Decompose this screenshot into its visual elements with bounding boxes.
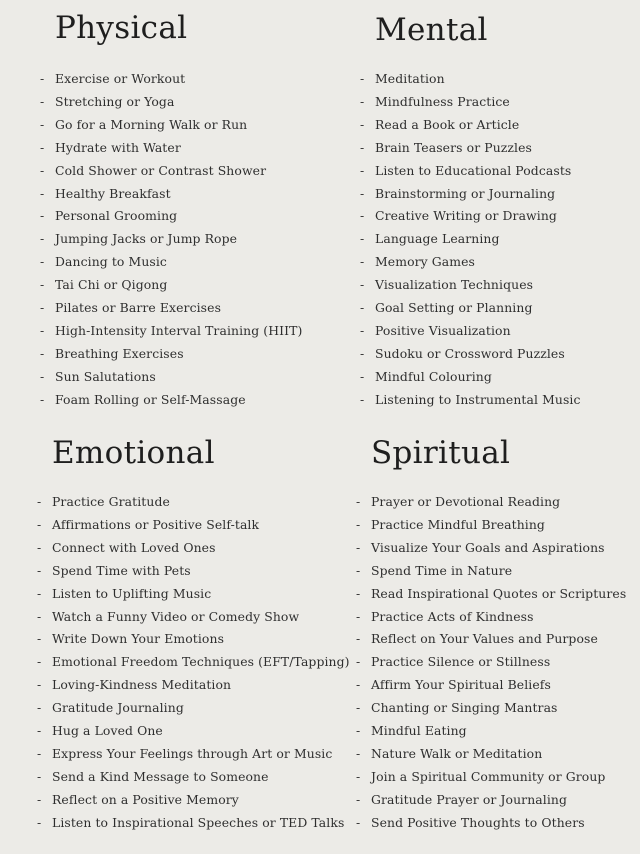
list-item-text: Send a Kind Message to Someone	[52, 768, 269, 784]
list-item	[37, 697, 350, 720]
dash-bullet-icon: -	[360, 231, 365, 247]
list-item-text: Affirmations or Positive Self-talk	[52, 516, 260, 532]
dash-bullet-icon: -	[40, 254, 45, 270]
dash-bullet-icon: -	[356, 677, 361, 693]
dash-bullet-icon: -	[40, 277, 45, 293]
list-item-text: Creative Writing or Drawing	[375, 208, 557, 224]
list-item	[37, 560, 350, 583]
list-item	[356, 789, 626, 812]
list-item-text: Visualize Your Goals and Aspirations	[371, 539, 605, 555]
list-item	[360, 183, 581, 206]
list-item	[360, 366, 581, 389]
dash-bullet-icon: -	[37, 745, 42, 761]
list-item	[356, 560, 626, 583]
dash-bullet-icon: -	[356, 608, 361, 624]
list-item-text: Go for a Morning Walk or Run	[55, 116, 248, 132]
list-item-text: Mindful Eating	[371, 723, 467, 739]
list-item	[37, 674, 350, 697]
physical-list	[40, 68, 303, 412]
list-item-text: High-Intensity Interval Training (HIIT)	[55, 322, 303, 338]
dash-bullet-icon: -	[360, 254, 365, 270]
list-item-text: Personal Grooming	[55, 208, 178, 224]
dash-bullet-icon: -	[360, 322, 365, 338]
list-item	[360, 228, 581, 251]
list-item	[356, 674, 626, 697]
dash-bullet-icon: -	[360, 71, 365, 86]
list-item	[37, 812, 350, 835]
list-item-text: Loving-Kindness Meditation	[52, 677, 232, 693]
list-item	[356, 743, 626, 766]
list-item	[360, 343, 581, 366]
list-item	[356, 651, 626, 674]
list-item-text: Healthy Breakfast	[55, 185, 171, 201]
list-item	[37, 606, 350, 629]
list-item	[37, 514, 350, 537]
list-item-text: Reflect on a Positive Memory	[52, 791, 239, 807]
list-item-text: Cold Shower or Contrast Shower	[55, 162, 267, 178]
list-item-text: Language Learning	[375, 231, 500, 247]
list-item-text: Emotional Freedom Techniques (EFT/Tapping)	[52, 654, 350, 670]
list-item	[37, 583, 350, 606]
list-item	[356, 628, 626, 651]
list-item	[360, 160, 581, 183]
dash-bullet-icon: -	[40, 345, 45, 361]
list-item	[356, 583, 627, 606]
list-item-text: Positive Visualization	[375, 322, 511, 338]
list-item-text: Mindfulness Practice	[375, 93, 510, 109]
dash-bullet-icon: -	[40, 116, 45, 132]
list-item	[37, 651, 350, 674]
list-item-text: Reflect on Your Values and Purpose	[371, 631, 598, 647]
list-item	[40, 205, 302, 228]
list-item-text: Listen to Inspirational Speeches or TED Talks	[52, 814, 345, 830]
list-item	[40, 91, 302, 114]
list-item-text: Watch a Funny Video or Comedy Show	[52, 608, 300, 624]
dash-bullet-icon: -	[356, 723, 361, 739]
dash-bullet-icon: -	[356, 585, 361, 601]
list-item-text: Practice Mindful Breathing	[371, 516, 545, 532]
dash-bullet-icon: -	[40, 185, 45, 201]
dash-bullet-icon: -	[356, 516, 361, 532]
dash-bullet-icon: -	[356, 745, 361, 761]
dash-bullet-icon: -	[37, 494, 42, 509]
dash-bullet-icon: -	[356, 562, 361, 578]
emotional-list	[37, 491, 350, 835]
list-item-text: Chanting or Singing Mantras	[371, 700, 558, 716]
mental-list	[360, 68, 581, 412]
dash-bullet-icon: -	[356, 631, 361, 647]
list-item-text: Write Down Your Emotions	[52, 631, 225, 647]
list-item-text: Affirm Your Spiritual Beliefs	[371, 677, 551, 693]
dash-bullet-icon: -	[40, 162, 45, 178]
dash-bullet-icon: -	[40, 71, 45, 86]
dash-bullet-icon: -	[40, 368, 45, 384]
dash-bullet-icon: -	[40, 93, 45, 109]
list-item-text: Listen to Educational Podcasts	[375, 162, 572, 178]
list-item	[356, 514, 626, 537]
list-item	[356, 697, 626, 720]
list-item-text: Brain Teasers or Puzzles	[375, 139, 532, 155]
list-item	[37, 491, 350, 514]
dash-bullet-icon: -	[360, 208, 365, 224]
list-item	[40, 183, 302, 206]
list-item	[40, 320, 303, 343]
list-item-text: Visualization Techniques	[375, 277, 534, 293]
dash-bullet-icon: -	[356, 654, 361, 670]
list-item-text: Foam Rolling or Self-Massage	[55, 391, 246, 407]
list-item	[40, 228, 302, 251]
list-item	[40, 160, 302, 183]
list-item	[360, 205, 581, 228]
dash-bullet-icon: -	[37, 585, 42, 601]
list-item	[356, 606, 626, 629]
list-item	[40, 251, 302, 274]
list-item	[356, 537, 626, 560]
dash-bullet-icon: -	[37, 539, 42, 555]
list-item-text: Pilates or Barre Exercises	[55, 300, 222, 316]
dash-bullet-icon: -	[40, 391, 45, 407]
list-item-text: Read Inspirational Quotes or Scriptures	[371, 585, 627, 601]
dash-bullet-icon: -	[37, 768, 42, 784]
list-item-text: Nature Walk or Meditation	[371, 745, 543, 761]
dash-bullet-icon: -	[40, 231, 45, 247]
list-item-text: Sudoku or Crossword Puzzles	[375, 345, 565, 361]
list-item-text: Practice Silence or Stillness	[371, 654, 551, 670]
list-item-text: Sun Salutations	[55, 368, 156, 384]
dash-bullet-icon: -	[40, 208, 45, 224]
list-item-text: Hug a Loved One	[52, 723, 163, 739]
list-item	[360, 389, 581, 412]
list-item-text: Practice Acts of Kindness	[371, 608, 534, 624]
list-item	[37, 628, 350, 651]
list-item	[40, 114, 302, 137]
dash-bullet-icon: -	[37, 608, 42, 624]
list-item	[356, 720, 626, 743]
dash-bullet-icon: -	[37, 516, 42, 532]
dash-bullet-icon: -	[40, 322, 45, 338]
list-item	[360, 68, 581, 91]
list-item-text: Practice Gratitude	[52, 494, 170, 509]
list-item-text: Goal Setting or Planning	[375, 300, 533, 316]
dash-bullet-icon: -	[356, 814, 361, 830]
dash-bullet-icon: -	[356, 768, 361, 784]
dash-bullet-icon: -	[356, 700, 361, 716]
dash-bullet-icon: -	[360, 277, 365, 293]
list-item	[37, 537, 350, 560]
list-item	[356, 766, 626, 789]
list-item-text: Send Positive Thoughts to Others	[371, 814, 585, 830]
list-item	[356, 812, 626, 835]
list-item	[360, 251, 581, 274]
list-item-text: Listen to Uplifting Music	[52, 585, 212, 601]
dash-bullet-icon: -	[40, 300, 45, 316]
emotional-heading: Emotional	[52, 435, 215, 471]
list-item	[40, 137, 302, 160]
dash-bullet-icon: -	[37, 791, 42, 807]
dash-bullet-icon: -	[37, 723, 42, 739]
list-item	[40, 297, 302, 320]
mental-heading: Mental	[375, 12, 488, 48]
list-item-text: Gratitude Journaling	[52, 700, 184, 716]
emotional-section	[37, 435, 350, 835]
spiritual-heading: Spiritual	[371, 435, 511, 471]
spiritual-list	[356, 491, 627, 835]
list-item-text: Breathing Exercises	[55, 345, 184, 361]
dash-bullet-icon: -	[37, 631, 42, 647]
list-item-text: Memory Games	[375, 254, 476, 270]
list-item	[360, 297, 581, 320]
list-item-text: Express Your Feelings through Art or Music	[52, 745, 333, 761]
list-item	[40, 68, 302, 91]
physical-section	[40, 10, 303, 412]
mental-section	[360, 12, 581, 412]
list-item-text: Spend Time with Pets	[52, 562, 191, 578]
dash-bullet-icon: -	[37, 677, 42, 693]
list-item-text: Jumping Jacks or Jump Rope	[55, 231, 238, 247]
list-item-text: Connect with Loved Ones	[52, 539, 216, 555]
dash-bullet-icon: -	[360, 368, 365, 384]
dash-bullet-icon: -	[360, 162, 365, 178]
dash-bullet-icon: -	[37, 654, 42, 670]
dash-bullet-icon: -	[360, 345, 365, 361]
list-item-text: Stretching or Yoga	[55, 93, 175, 109]
list-item	[360, 91, 581, 114]
list-item-text: Exercise or Workout	[55, 71, 186, 86]
list-item	[40, 389, 302, 412]
list-item	[40, 366, 302, 389]
list-item-text: Tai Chi or Qigong	[55, 277, 168, 293]
list-item	[37, 766, 350, 789]
dash-bullet-icon: -	[356, 539, 361, 555]
list-item	[40, 343, 302, 366]
list-item	[360, 274, 581, 297]
list-item-text: Join a Spiritual Community or Group	[371, 768, 606, 784]
list-item-text: Mindful Colouring	[375, 368, 492, 384]
list-item-text: Read a Book or Article	[375, 116, 520, 132]
list-item-text: Prayer or Devotional Reading	[371, 494, 561, 509]
list-item-text: Meditation	[375, 71, 445, 86]
list-item	[37, 789, 350, 812]
physical-heading: Physical	[55, 10, 188, 46]
dash-bullet-icon: -	[37, 562, 42, 578]
dash-bullet-icon: -	[37, 700, 42, 716]
list-item	[40, 274, 302, 297]
list-item	[356, 491, 626, 514]
list-item-text: Dancing to Music	[55, 254, 167, 270]
list-item-text: Hydrate with Water	[55, 139, 181, 155]
list-item-text: Brainstorming or Journaling	[375, 185, 556, 201]
list-item	[360, 137, 581, 160]
dash-bullet-icon: -	[40, 139, 45, 155]
dash-bullet-icon: -	[360, 93, 365, 109]
dash-bullet-icon: -	[360, 300, 365, 316]
list-item	[37, 743, 350, 766]
dash-bullet-icon: -	[360, 116, 365, 132]
list-item	[360, 320, 581, 343]
spiritual-section	[356, 435, 627, 835]
list-item	[360, 114, 581, 137]
dash-bullet-icon: -	[360, 185, 365, 201]
list-item-text: Listening to Instrumental Music	[375, 391, 581, 407]
dash-bullet-icon: -	[356, 791, 361, 807]
list-item	[37, 720, 350, 743]
list-item-text: Gratitude Prayer or Journaling	[371, 791, 568, 807]
dash-bullet-icon: -	[360, 391, 365, 407]
dash-bullet-icon: -	[356, 494, 361, 509]
dash-bullet-icon: -	[37, 814, 42, 830]
list-item-text: Spend Time in Nature	[371, 562, 513, 578]
dash-bullet-icon: -	[360, 139, 365, 155]
